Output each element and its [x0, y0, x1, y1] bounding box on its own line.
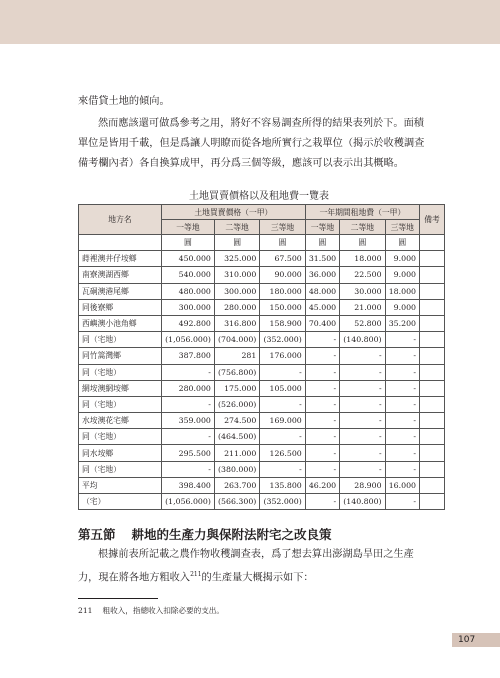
- value-cell: -: [305, 348, 339, 364]
- paragraph-text: 力，現在將各地方粗收入: [78, 572, 191, 584]
- place-name-cell: 同（宅地）: [79, 396, 162, 412]
- value-cell: -: [340, 396, 385, 412]
- header-place: 地方名: [79, 205, 162, 235]
- table-row: [79, 283, 445, 299]
- note-cell: [420, 251, 445, 267]
- value-cell: 31.500: [305, 251, 339, 267]
- value-cell: 540.000: [162, 267, 215, 283]
- value-cell: 176.000: [260, 348, 305, 364]
- value-cell: 150.000: [260, 299, 305, 315]
- table-row: [79, 332, 445, 348]
- value-cell: 22.500: [340, 267, 385, 283]
- value-cell: (1,056.000): [162, 494, 215, 510]
- value-cell: 105.000: [260, 380, 305, 396]
- note-cell: [420, 445, 445, 461]
- paragraph-line: 然而應該還可做爲參考之用，將好不容易調查所得的結果表列於下。面積: [98, 118, 424, 129]
- value-cell: 169.000: [260, 413, 305, 429]
- place-name-cell: 平均: [79, 477, 162, 493]
- value-cell: 48.000: [305, 283, 339, 299]
- value-cell: -: [340, 364, 385, 380]
- value-cell: 398.400: [162, 477, 215, 493]
- value-cell: 28.900: [340, 477, 385, 493]
- header-grade1: 一等地: [162, 220, 215, 235]
- value-cell: -: [385, 494, 419, 510]
- paragraph-explanation: [78, 114, 440, 174]
- value-cell: -: [385, 445, 419, 461]
- value-cell: -: [305, 445, 339, 461]
- value-cell: -: [385, 380, 419, 396]
- value-cell: 280.000: [214, 299, 259, 315]
- value-cell: 21.000: [340, 299, 385, 315]
- value-cell: 387.800: [162, 348, 215, 364]
- unit-cell: 圓: [162, 235, 215, 251]
- value-cell: (140.800): [340, 332, 385, 348]
- page-number: 107: [452, 633, 500, 647]
- value-cell: -: [162, 461, 215, 477]
- value-cell: -: [385, 348, 419, 364]
- value-cell: -: [162, 429, 215, 445]
- note-cell: [420, 267, 445, 283]
- value-cell: -: [385, 461, 419, 477]
- unit-cell: 圓: [305, 235, 339, 251]
- place-name-cell: 同後寮鄉: [79, 299, 162, 315]
- unit-cell: 圓: [340, 235, 385, 251]
- paragraph-line: 根據前表所記載之農作物收穫調查表，爲了想去算出澎湖島旱田之生產: [98, 549, 414, 560]
- header-grade3: 三等地: [260, 220, 305, 235]
- value-cell: 211.000: [214, 445, 259, 461]
- value-cell: 9.000: [385, 251, 419, 267]
- header-price-group: 土地買賣價格（一甲）: [162, 205, 306, 220]
- value-cell: -: [340, 445, 385, 461]
- unit-cell: 圓: [260, 235, 305, 251]
- value-cell: 67.500: [260, 251, 305, 267]
- place-name-cell: 水垵澳花宅鄉: [79, 413, 162, 429]
- note-cell: [420, 380, 445, 396]
- value-cell: -: [305, 494, 339, 510]
- value-cell: -: [385, 396, 419, 412]
- section-heading: [78, 525, 332, 543]
- value-cell: -: [260, 429, 305, 445]
- table-row: [79, 299, 445, 315]
- note-cell: [420, 396, 445, 412]
- header-grade2: 二等地: [340, 220, 385, 235]
- value-cell: 90.000: [260, 267, 305, 283]
- section-title: 耕地的生產力與保附法附宅之改良策: [131, 527, 332, 542]
- value-cell: (464.500): [214, 429, 259, 445]
- place-name-cell: 同水垵鄉: [79, 445, 162, 461]
- header-grade2: 二等地: [214, 220, 259, 235]
- value-cell: 450.000: [162, 251, 215, 267]
- table-row: [79, 364, 445, 380]
- land-price-table: [78, 204, 445, 510]
- value-cell: 280.000: [162, 380, 215, 396]
- note-cell: [420, 348, 445, 364]
- footnote-text: 粗收入，指總收入扣除必要的支出。: [102, 606, 224, 615]
- footnote-number: 211: [78, 606, 93, 615]
- value-cell: 359.000: [162, 413, 215, 429]
- place-name-cell: 同（宅地）: [79, 461, 162, 477]
- value-cell: -: [162, 364, 215, 380]
- value-cell: 274.500: [214, 413, 259, 429]
- table-title: 土地買賣價格以及租地費一覽表: [189, 191, 329, 202]
- table-row: [79, 380, 445, 396]
- place-name-cell: 同（宅地）: [79, 429, 162, 445]
- table-row: [79, 445, 445, 461]
- value-cell: 300.000: [214, 283, 259, 299]
- note-cell: [420, 477, 445, 493]
- value-cell: 263.700: [214, 477, 259, 493]
- value-cell: (704.000): [214, 332, 259, 348]
- value-cell: (1,056.000): [162, 332, 215, 348]
- value-cell: 70.400: [305, 315, 339, 331]
- note-cell: [420, 429, 445, 445]
- place-name-cell: 網垵澳網垵鄉: [79, 380, 162, 396]
- table-row: [79, 348, 445, 364]
- value-cell: -: [385, 413, 419, 429]
- header-rent-group: 一年期間租地費（一甲）: [305, 205, 419, 220]
- header-band: [0, 0, 500, 44]
- paragraph-line: 單位是皆用千載，但是爲讓人明瞭而從各地所實行之栽單位（揭示於收穫調查: [78, 138, 425, 149]
- paragraph-intro: [78, 92, 440, 112]
- table-row: [79, 315, 445, 331]
- unit-cell: [79, 235, 162, 251]
- value-cell: 36.000: [305, 267, 339, 283]
- unit-cell: 圓: [385, 235, 419, 251]
- note-cell: [420, 494, 445, 510]
- paragraph-line: 來借貸土地的傾向。: [78, 96, 170, 107]
- value-cell: -: [385, 332, 419, 348]
- value-cell: 180.000: [260, 283, 305, 299]
- note-cell: [420, 364, 445, 380]
- value-cell: -: [340, 413, 385, 429]
- value-cell: -: [305, 461, 339, 477]
- value-cell: 16.000: [385, 477, 419, 493]
- value-cell: -: [305, 364, 339, 380]
- value-cell: 492.800: [162, 315, 215, 331]
- value-cell: -: [340, 429, 385, 445]
- value-cell: -: [260, 396, 305, 412]
- place-name-cell: 同（宅地）: [79, 332, 162, 348]
- value-cell: -: [340, 380, 385, 396]
- header-note: 備考: [420, 205, 445, 235]
- value-cell: 310.000: [214, 267, 259, 283]
- value-cell: 18.000: [385, 283, 419, 299]
- value-cell: (756.800): [214, 364, 259, 380]
- value-cell: 18.000: [340, 251, 385, 267]
- table-row: [79, 461, 445, 477]
- table-row: [79, 494, 445, 510]
- value-cell: 175.000: [214, 380, 259, 396]
- note-cell: [420, 299, 445, 315]
- place-name-cell: 南寮澳湖西鄉: [79, 267, 162, 283]
- value-cell: 9.000: [385, 267, 419, 283]
- value-cell: -: [162, 396, 215, 412]
- place-name-cell: 瓦硐澳港尾鄉: [79, 283, 162, 299]
- value-cell: -: [305, 380, 339, 396]
- value-cell: -: [340, 461, 385, 477]
- header-grade3: 三等地: [385, 220, 419, 235]
- value-cell: (380.000): [214, 461, 259, 477]
- value-cell: 135.800: [260, 477, 305, 493]
- table-row: [79, 267, 445, 283]
- value-cell: (140.800): [340, 494, 385, 510]
- value-cell: -: [305, 429, 339, 445]
- value-cell: -: [260, 461, 305, 477]
- value-cell: 325.000: [214, 251, 259, 267]
- note-cell: [420, 461, 445, 477]
- value-cell: -: [385, 429, 419, 445]
- value-cell: 126.500: [260, 445, 305, 461]
- value-cell: (566.300): [214, 494, 259, 510]
- note-cell: [420, 283, 445, 299]
- place-name-cell: （宅）: [79, 494, 162, 510]
- value-cell: 295.500: [162, 445, 215, 461]
- value-cell: 52.800: [340, 315, 385, 331]
- value-cell: 300.000: [162, 299, 215, 315]
- value-cell: 30.000: [340, 283, 385, 299]
- value-cell: -: [305, 413, 339, 429]
- note-cell: [420, 413, 445, 429]
- paragraph-line: 備考欄內者）各自換算成甲，再分爲三個等級，應該可以表示出其概略。: [78, 158, 404, 169]
- value-cell: 35.200: [385, 315, 419, 331]
- place-name-cell: 西嶼澳小池角鄉: [79, 315, 162, 331]
- value-cell: 281: [214, 348, 259, 364]
- footnote-divider: [78, 598, 158, 599]
- value-cell: (526.000): [214, 396, 259, 412]
- footnote-reference: 211: [190, 571, 202, 578]
- unit-row: [79, 235, 445, 251]
- paragraph-line: [78, 565, 440, 588]
- value-cell: -: [305, 396, 339, 412]
- value-cell: 158.900: [260, 315, 305, 331]
- value-cell: 45.000: [305, 299, 339, 315]
- value-cell: 480.000: [162, 283, 215, 299]
- table-row: [79, 251, 445, 267]
- paragraph-text: 的生產量大概揭示如下：: [201, 572, 314, 584]
- table-row: [79, 429, 445, 445]
- place-name-cell: 蒔裡澳井仔垵鄉: [79, 251, 162, 267]
- section-number: 第五節: [78, 527, 116, 542]
- value-cell: 46.200: [305, 477, 339, 493]
- table-row: [79, 477, 445, 493]
- unit-cell: 圓: [214, 235, 259, 251]
- value-cell: (352.000): [260, 332, 305, 348]
- value-cell: 9.000: [385, 299, 419, 315]
- paragraph-productivity: [78, 545, 440, 588]
- footnote: [78, 605, 224, 616]
- note-cell: [420, 332, 445, 348]
- table-row: [79, 413, 445, 429]
- header-grade1: 一等地: [305, 220, 339, 235]
- value-cell: -: [385, 364, 419, 380]
- place-name-cell: 同竹篙灣鄉: [79, 348, 162, 364]
- unit-cell: [420, 235, 445, 251]
- table-row: [79, 396, 445, 412]
- note-cell: [420, 315, 445, 331]
- value-cell: -: [340, 348, 385, 364]
- value-cell: (352.000): [260, 494, 305, 510]
- place-name-cell: 同（宅地）: [79, 364, 162, 380]
- value-cell: -: [305, 332, 339, 348]
- value-cell: 316.800: [214, 315, 259, 331]
- value-cell: -: [260, 364, 305, 380]
